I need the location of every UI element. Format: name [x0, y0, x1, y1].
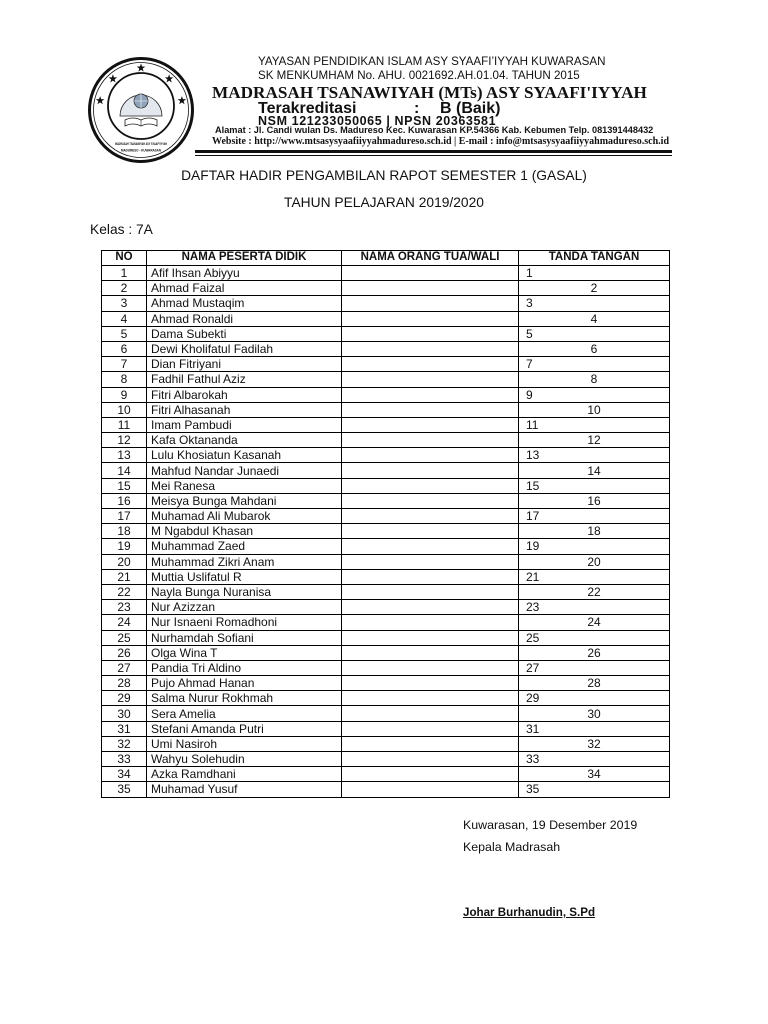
table-row	[102, 372, 670, 387]
signature-place-date: Kuwarasan, 19 Desember 2019	[463, 818, 638, 832]
table-row	[102, 600, 670, 615]
cell-signature: 33	[519, 752, 670, 767]
cell-student-name: Sera Amelia	[147, 706, 342, 721]
cell-no: 3	[102, 296, 147, 311]
cell-parent-name	[342, 660, 519, 675]
cell-parent-name	[342, 357, 519, 372]
cell-signature: 28	[519, 676, 670, 691]
cell-no: 33	[102, 752, 147, 767]
cell-no: 8	[102, 372, 147, 387]
cell-student-name: Meisya Bunga Mahdani	[147, 493, 342, 508]
table-row	[102, 266, 670, 281]
academic-year: TAHUN PELAJARAN 2019/2020	[284, 195, 484, 210]
cell-no: 10	[102, 402, 147, 417]
cell-student-name: Muhammad Zaed	[147, 539, 342, 554]
cell-parent-name	[342, 296, 519, 311]
cell-signature: 22	[519, 584, 670, 599]
letterhead-divider-thin	[195, 155, 672, 156]
cell-student-name: Dewi Kholifatul Fadilah	[147, 341, 342, 356]
cell-no: 18	[102, 524, 147, 539]
table-row	[102, 539, 670, 554]
cell-signature: 21	[519, 569, 670, 584]
logo-text-line2: MADURESO - KUWARASAN	[121, 148, 162, 153]
cell-parent-name	[342, 767, 519, 782]
signature-position: Kepala Madrasah	[463, 840, 561, 854]
document-title: DAFTAR HADIR PENGAMBILAN RAPOT SEMESTER 1 (GASAL)	[181, 168, 587, 183]
cell-signature: 1	[519, 266, 670, 281]
attendance-table	[101, 250, 670, 798]
cell-parent-name	[342, 266, 519, 281]
table-row	[102, 341, 670, 356]
cell-student-name: Pandia Tri Aldino	[147, 660, 342, 675]
cell-no: 20	[102, 554, 147, 569]
cell-parent-name	[342, 463, 519, 478]
cell-signature: 18	[519, 524, 670, 539]
cell-signature: 19	[519, 539, 670, 554]
cell-student-name: Ahmad Ronaldi	[147, 311, 342, 326]
cell-student-name: Mei Ranesa	[147, 478, 342, 493]
cell-signature: 15	[519, 478, 670, 493]
cell-signature: 8	[519, 372, 670, 387]
cell-parent-name	[342, 554, 519, 569]
header-student-name: NAMA PESERTA DIDIK	[147, 251, 342, 266]
table-row	[102, 584, 670, 599]
cell-no: 4	[102, 311, 147, 326]
cell-no: 6	[102, 341, 147, 356]
table-row	[102, 676, 670, 691]
cell-signature: 14	[519, 463, 670, 478]
cell-parent-name	[342, 706, 519, 721]
cell-signature: 31	[519, 721, 670, 736]
table-row	[102, 357, 670, 372]
cell-signature: 17	[519, 509, 670, 524]
cell-signature: 34	[519, 767, 670, 782]
table-row	[102, 721, 670, 736]
accreditation-separator: :	[414, 100, 420, 117]
cell-parent-name	[342, 281, 519, 296]
cell-parent-name	[342, 311, 519, 326]
table-row	[102, 417, 670, 432]
table-row	[102, 524, 670, 539]
cell-no: 30	[102, 706, 147, 721]
cell-no: 21	[102, 569, 147, 584]
cell-signature: 2	[519, 281, 670, 296]
cell-no: 15	[102, 478, 147, 493]
accreditation-label: Terakreditasi	[258, 100, 357, 117]
header-parent-name: NAMA ORANG TUA/WALI	[342, 251, 519, 266]
table-row	[102, 630, 670, 645]
cell-student-name: Ahmad Mustaqim	[147, 296, 342, 311]
cell-student-name: Fitri Alhasanah	[147, 402, 342, 417]
cell-signature: 35	[519, 782, 670, 797]
cell-signature: 27	[519, 660, 670, 675]
cell-student-name: Pujo Ahmad Hanan	[147, 676, 342, 691]
table-row	[102, 493, 670, 508]
table-row	[102, 387, 670, 402]
cell-parent-name	[342, 402, 519, 417]
cell-student-name: Umi Nasiroh	[147, 736, 342, 751]
cell-signature: 11	[519, 417, 670, 432]
cell-signature: 9	[519, 387, 670, 402]
table-row	[102, 326, 670, 341]
table-row	[102, 691, 670, 706]
cell-no: 26	[102, 645, 147, 660]
cell-no: 16	[102, 493, 147, 508]
cell-signature: 12	[519, 433, 670, 448]
accreditation-value: B (Baik)	[440, 100, 501, 117]
cell-no: 32	[102, 736, 147, 751]
table-row	[102, 569, 670, 584]
cell-student-name: Wahyu Solehudin	[147, 752, 342, 767]
cell-signature: 24	[519, 615, 670, 630]
cell-parent-name	[342, 600, 519, 615]
cell-no: 24	[102, 615, 147, 630]
cell-no: 2	[102, 281, 147, 296]
table-row	[102, 433, 670, 448]
cell-parent-name	[342, 372, 519, 387]
cell-no: 1	[102, 266, 147, 281]
cell-student-name: Azka Ramdhani	[147, 767, 342, 782]
signatory-name: Johar Burhanudin, S.Pd	[463, 906, 596, 919]
cell-signature: 20	[519, 554, 670, 569]
cell-no: 25	[102, 630, 147, 645]
cell-student-name: Dama Subekti	[147, 326, 342, 341]
cell-parent-name	[342, 782, 519, 797]
cell-no: 19	[102, 539, 147, 554]
cell-no: 31	[102, 721, 147, 736]
cell-signature: 5	[519, 326, 670, 341]
cell-student-name: Afif Ihsan Abiyyu	[147, 266, 342, 281]
cell-student-name: Nurhamdah Sofiani	[147, 630, 342, 645]
cell-no: 13	[102, 448, 147, 463]
cell-parent-name	[342, 691, 519, 706]
school-address: Alamat : Jl. Candi wulan Ds. Madureso Kec. Kuwarasan KP.54366 Kab. Kebumen Telp. 081391448432	[215, 125, 654, 135]
logo-text-line1: MADRASAH TSANAWIYAH ASY SYAAFI'IYYAH	[115, 142, 168, 146]
school-name: MADRASAH TSANAWIYAH (MTs) ASY SYAAFI'IYYAH	[212, 83, 647, 102]
decree-number: SK MENKUMHAM No. AHU. 0021692.AH.01.04. TAHUN 2015	[258, 69, 580, 82]
cell-no: 29	[102, 691, 147, 706]
header-signature: TANDA TANGAN	[519, 251, 670, 266]
cell-no: 22	[102, 584, 147, 599]
header-no: NO	[102, 251, 147, 266]
table-row	[102, 281, 670, 296]
cell-parent-name	[342, 569, 519, 584]
table-row	[102, 509, 670, 524]
table-row	[102, 311, 670, 326]
school-contact: Website : http://www.mtsasysyaafiiyyahmadureso.sch.id | E-mail : info@mtsasysyaafiiyyahmadureso.sch.id	[212, 136, 670, 147]
cell-parent-name	[342, 478, 519, 493]
cell-student-name: Dian Fitriyani	[147, 357, 342, 372]
cell-signature: 7	[519, 357, 670, 372]
cell-student-name: Mahfud Nandar Junaedi	[147, 463, 342, 478]
cell-parent-name	[342, 433, 519, 448]
cell-parent-name	[342, 524, 519, 539]
cell-parent-name	[342, 509, 519, 524]
cell-student-name: Nur Isnaeni Romadhoni	[147, 615, 342, 630]
cell-no: 11	[102, 417, 147, 432]
cell-parent-name	[342, 493, 519, 508]
table-row	[102, 752, 670, 767]
cell-parent-name	[342, 326, 519, 341]
cell-parent-name	[342, 736, 519, 751]
cell-parent-name	[342, 721, 519, 736]
cell-signature: 25	[519, 630, 670, 645]
cell-student-name: Muttia Uslifatul R	[147, 569, 342, 584]
table-row	[102, 660, 670, 675]
table-row	[102, 736, 670, 751]
cell-parent-name	[342, 387, 519, 402]
school-ids: NSM 121233050065 | NPSN 20363581	[258, 114, 497, 128]
cell-no: 27	[102, 660, 147, 675]
cell-no: 28	[102, 676, 147, 691]
cell-no: 12	[102, 433, 147, 448]
table-row	[102, 448, 670, 463]
cell-signature: 13	[519, 448, 670, 463]
class-label: Kelas : 7A	[90, 222, 153, 237]
cell-signature: 4	[519, 311, 670, 326]
cell-parent-name	[342, 676, 519, 691]
table-row	[102, 463, 670, 478]
cell-student-name: Nayla Bunga Nuranisa	[147, 584, 342, 599]
cell-parent-name	[342, 417, 519, 432]
cell-parent-name	[342, 630, 519, 645]
table-row	[102, 782, 670, 797]
table-row	[102, 478, 670, 493]
cell-signature: 26	[519, 645, 670, 660]
table-row	[102, 615, 670, 630]
foundation-name: YAYASAN PENDIDIKAN ISLAM ASY SYAAFI’IYYAH KUWARASAN	[258, 55, 606, 68]
cell-student-name: Muhamad Yusuf	[147, 782, 342, 797]
cell-signature: 6	[519, 341, 670, 356]
table-row	[102, 402, 670, 417]
cell-parent-name	[342, 539, 519, 554]
cell-signature: 16	[519, 493, 670, 508]
cell-student-name: Fitri Albarokah	[147, 387, 342, 402]
cell-student-name: Muhammad Zikri Anam	[147, 554, 342, 569]
table-row	[102, 706, 670, 721]
cell-no: 9	[102, 387, 147, 402]
letterhead-divider	[195, 150, 672, 153]
cell-student-name: Imam Pambudi	[147, 417, 342, 432]
cell-signature: 23	[519, 600, 670, 615]
cell-student-name: Muhamad Ali Mubarok	[147, 509, 342, 524]
cell-signature: 30	[519, 706, 670, 721]
table-header-row	[102, 251, 670, 266]
cell-student-name: Olga Wina T	[147, 645, 342, 660]
table-row	[102, 554, 670, 569]
cell-student-name: M Ngabdul Khasan	[147, 524, 342, 539]
cell-parent-name	[342, 448, 519, 463]
cell-no: 34	[102, 767, 147, 782]
school-logo	[87, 56, 195, 164]
cell-student-name: Ahmad Faizal	[147, 281, 342, 296]
cell-signature: 3	[519, 296, 670, 311]
cell-student-name: Fadhil Fathul Aziz	[147, 372, 342, 387]
cell-no: 7	[102, 357, 147, 372]
cell-no: 14	[102, 463, 147, 478]
cell-student-name: Kafa Oktananda	[147, 433, 342, 448]
cell-student-name: Nur Azizzan	[147, 600, 342, 615]
cell-parent-name	[342, 645, 519, 660]
cell-no: 23	[102, 600, 147, 615]
cell-student-name: Salma Nurur Rokhmah	[147, 691, 342, 706]
cell-parent-name	[342, 584, 519, 599]
cell-signature: 10	[519, 402, 670, 417]
cell-parent-name	[342, 615, 519, 630]
cell-student-name: Lulu Khosiatun Kasanah	[147, 448, 342, 463]
cell-parent-name	[342, 341, 519, 356]
table-row	[102, 645, 670, 660]
cell-signature: 32	[519, 736, 670, 751]
cell-student-name: Stefani Amanda Putri	[147, 721, 342, 736]
cell-signature: 29	[519, 691, 670, 706]
attendance-table-body	[102, 266, 670, 798]
cell-no: 5	[102, 326, 147, 341]
cell-parent-name	[342, 752, 519, 767]
table-row	[102, 296, 670, 311]
table-row	[102, 767, 670, 782]
cell-no: 17	[102, 509, 147, 524]
cell-no: 35	[102, 782, 147, 797]
